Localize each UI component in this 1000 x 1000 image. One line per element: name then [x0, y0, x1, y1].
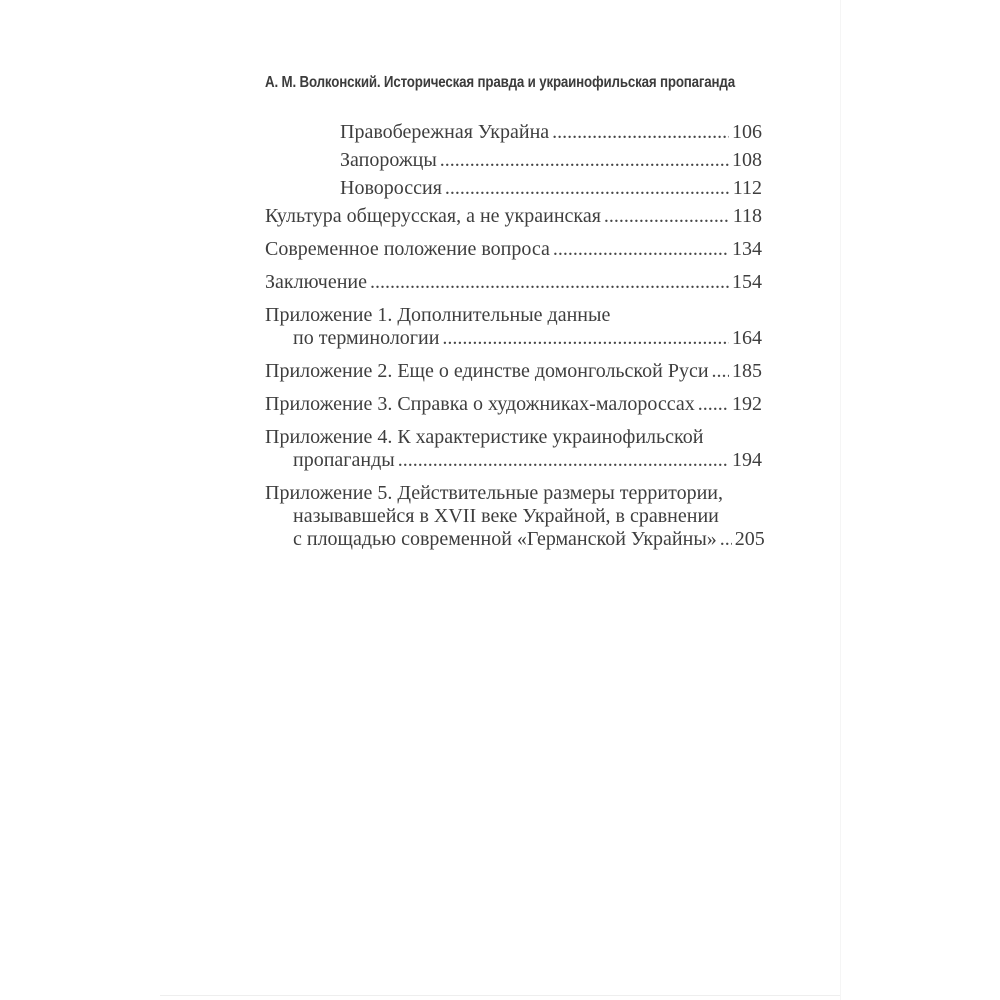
toc-entry-title: Культура общерусская, а не украинская: [265, 205, 601, 227]
toc-entry-last-line: [265, 271, 762, 294]
page-number: 108: [732, 149, 762, 171]
page-number: 194: [732, 449, 762, 471]
dot-leader: [440, 149, 729, 172]
toc-entry: [265, 482, 765, 551]
page-edge-right: [840, 0, 841, 1000]
toc-entry-last-line: [265, 393, 762, 416]
toc-entry-title: пропаганды: [293, 449, 395, 471]
page-number: 154: [732, 271, 762, 293]
toc-entry: [265, 149, 762, 172]
toc-entry-title: Правобережная Украйна: [340, 121, 550, 143]
toc-entry-title: Приложение 2. Еще о единстве домонгольской Руси: [265, 360, 709, 382]
dot-leader: [445, 177, 730, 200]
toc-entry-last-line: [265, 121, 762, 144]
toc-entry: [265, 393, 762, 416]
toc-entry: [265, 426, 762, 472]
page-number: 118: [732, 205, 762, 227]
page-number: 164: [732, 327, 762, 349]
page-number: 134: [732, 238, 762, 260]
dot-leader: [398, 449, 729, 472]
toc-entry-last-line: [265, 360, 762, 383]
toc-entry-last-line: [265, 149, 762, 172]
toc-entry: [265, 238, 762, 261]
dot-leader: [720, 528, 732, 551]
dot-leader: [553, 238, 729, 261]
page-number: 112: [732, 177, 762, 199]
page-number: 205: [734, 528, 765, 550]
dot-leader: [442, 327, 729, 350]
toc-entry-last-line: [265, 177, 762, 200]
dot-leader: [604, 205, 730, 228]
dot-leader: [698, 393, 729, 416]
toc-entry-title: Современное положение вопроса: [265, 238, 550, 260]
toc-entry: [265, 271, 762, 294]
toc-entry-title: с площадью современной «Германской Украйны»: [293, 528, 717, 550]
dot-leader: [552, 121, 729, 144]
toc-entry-line: Приложение 4. К характеристике украинофильской: [265, 426, 704, 448]
table-of-contents: [265, 121, 765, 561]
page-number: 106: [732, 121, 762, 143]
toc-entry-last-line: [265, 205, 762, 228]
toc-entry-title: по терминологии: [293, 327, 440, 349]
page-number: 185: [732, 360, 762, 382]
toc-entry-line: Приложение 5. Действительные размеры территории,: [265, 482, 723, 504]
dot-leader: [712, 360, 729, 383]
toc-entry: [265, 121, 762, 144]
toc-entry: [265, 177, 762, 200]
toc-entry-last-line: [265, 327, 762, 350]
page-edge-bottom: [160, 995, 840, 996]
toc-entry: [265, 304, 762, 350]
toc-entry-title: Заключение: [265, 271, 367, 293]
toc-entry-last-line: [265, 449, 762, 472]
toc-entry-title: Приложение 3. Справка о художниках-малороссах: [265, 393, 695, 415]
toc-entry-title: Запорожцы: [340, 149, 437, 171]
toc-entry-last-line: [265, 528, 765, 551]
running-header: А. М. Волконский. Историческая правда и украинофильская пропаганда: [265, 74, 735, 91]
dot-leader: [370, 271, 729, 294]
toc-entry-last-line: [265, 238, 762, 261]
toc-entry-line: Приложение 1. Дополнительные данные: [265, 304, 611, 326]
toc-entry-line: называвшейся в XVII веке Украйной, в сравнении: [293, 505, 719, 527]
toc-entry-title: Новороссия: [340, 177, 442, 199]
page-number: 192: [732, 393, 762, 415]
toc-entry: [265, 360, 762, 383]
toc-entry: [265, 205, 762, 228]
